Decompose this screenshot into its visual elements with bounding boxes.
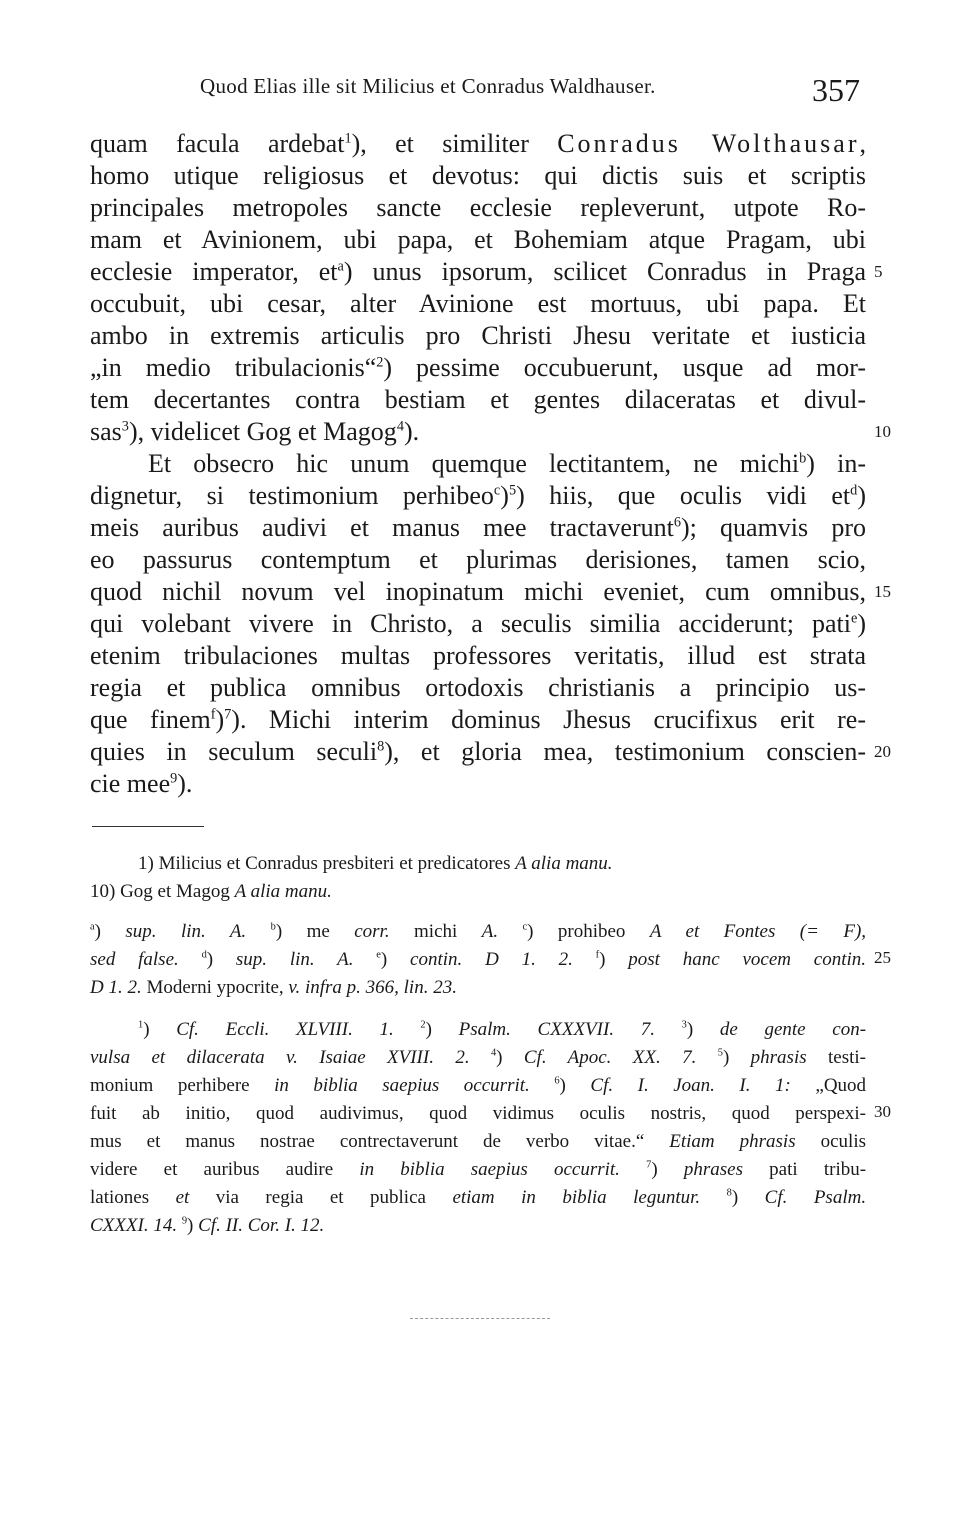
text-line-10: sas$^3$), videlicet Gog et Magog$^4$).: [90, 417, 420, 446]
text-line-20: quies in seculum seculi$^8$), et gloria mea, testimonium conscien-: [90, 737, 866, 766]
marginal-notes: [90, 850, 866, 906]
line-number: 30: [874, 1102, 891, 1121]
note-line: lationes et via regia et publica etiam in biblia leguntur. $^8$) Cf. Psalm.: [90, 1187, 867, 1208]
source-notes: [90, 1016, 866, 1240]
text-line-12: dignetur, si testimonium perhibeo$^c$)$^5$) hiis, que oculis vidi $et^d$): [90, 481, 866, 510]
text-line-4: mam et Avinionem, ubi papa, et Bohemiam atque Pragam, ubi: [90, 225, 866, 254]
main-text: [90, 128, 866, 800]
text-line-15: quod nichil novum vel inopinatum michi eveniet, cum omnibus,: [90, 577, 866, 606]
line-number: 5: [874, 262, 883, 281]
note-line: mus et manus nostrae contrectaverunt de verbo vitae.“ Etiam phrasis oculis: [90, 1131, 866, 1152]
note-line: $^1$) Cf. Eccli. XLVIII. 1. $^2$) Psalm. CXXXVII. 7. $^3$) de gente con-: [138, 1019, 867, 1040]
line-number: 15: [874, 582, 891, 601]
apparatus-notes: [90, 918, 866, 1002]
text-line-17: etenim tribulaciones multas professores veritatis, illud est strata: [90, 641, 866, 670]
text-line-21: cie mee$^9$).: [90, 769, 193, 798]
text-line-16: qui volebant vivere in Christo, a seculis similia acciderunt; pati$^e$): [90, 609, 866, 638]
note-line: CXXXI. 14. $^9$) Cf. II. Cor. I. 12.: [90, 1215, 325, 1236]
note-line: sed false. $^d$) sup. lin. A. $^e$) contin. D 1. 2. $^f$) post hanc vocem contin.: [90, 949, 867, 970]
running-title: Quod Elias ille sit Milicius et Conradus Waldhauser.: [200, 74, 656, 98]
page-number: 357: [812, 72, 860, 108]
text-line-1: quam facula ardebat$^1$), et similiter Conradus Wolthausar,: [90, 129, 866, 158]
footnote-separator: [92, 826, 204, 827]
scan-artifact-line: [410, 1318, 550, 1319]
person-name: Conradus Wolthausar: [557, 129, 860, 158]
note-line: videre et auribus audire in biblia saepius occurrit. $^7$) phrases pati tribu-: [90, 1159, 867, 1180]
text-line-5: ecclesie imperator, $et^a$) unus ipsorum, scilicet Conradus in Praga: [90, 257, 866, 286]
note-line: vulsa et dilacerata v. Isaiae XVIII. 2. $^4$) Cf. Apoc. XX. 7. $^5$) phrasis testi-: [90, 1047, 866, 1068]
text-line-2: homo utique religiosus et devotus: qui dictis suis et scriptis: [90, 161, 866, 190]
line-number: 25: [874, 948, 891, 967]
line-number: 20: [874, 742, 891, 761]
text-line-11: Et obsecro hic unum quemque lectitantem, ne michi$^b$) in-: [148, 449, 866, 478]
note-line: D 1. 2. Moderni ypocrite, v. infra p. 366, lin. 23.: [90, 977, 457, 998]
line-number: 10: [874, 422, 891, 441]
note-line: 10) Gog et Magog A alia manu.: [90, 881, 332, 902]
text-line-14: eo passurus contemptum et plurimas derisiones, tamen scio,: [90, 545, 866, 574]
text-line-8: „in medio tribulacionis“$^2$) pessime occubuerunt, usque ad mor-: [90, 353, 866, 382]
text-line-13: meis auribus audivi et manus mee tractaverunt$^6$); quamvis pro: [90, 513, 866, 542]
note-line: 1) Milicius et Conradus presbiteri et predicatores A alia manu.: [138, 853, 613, 874]
text-line-7: ambo in extremis articulis pro Christi Jhesu veritate et iusticia: [90, 321, 866, 350]
text-line-9: tem decertantes contra bestiam et gentes dilaceratas et divul-: [90, 385, 866, 414]
note-line: monium perhibere in biblia saepius occurrit. $^6$) Cf. I. Joan. I. 1: „Quod: [90, 1075, 867, 1096]
text-line-18: regia et publica omnibus ortodoxis christianis a principio us-: [90, 673, 866, 702]
note-line: $^a$) sup. lin. A. $^b$) me corr. michi A. $^c$) prohibeo A et Fontes (= F),: [90, 921, 867, 942]
text-line-19: que finem$^f$)$^7$). Michi interim dominus Jhesus crucifixus erit re-: [90, 705, 867, 734]
text-line-3: principales metropoles sancte ecclesie repleverunt, utpote Ro-: [90, 193, 866, 222]
note-line: fuit ab initio, quod audivimus, quod vidimus oculis nostris, quod perspexi-: [90, 1103, 866, 1124]
text-line-6: occubuit, ubi cesar, alter Avinione est mortuus, ubi papa. Et: [90, 289, 866, 318]
